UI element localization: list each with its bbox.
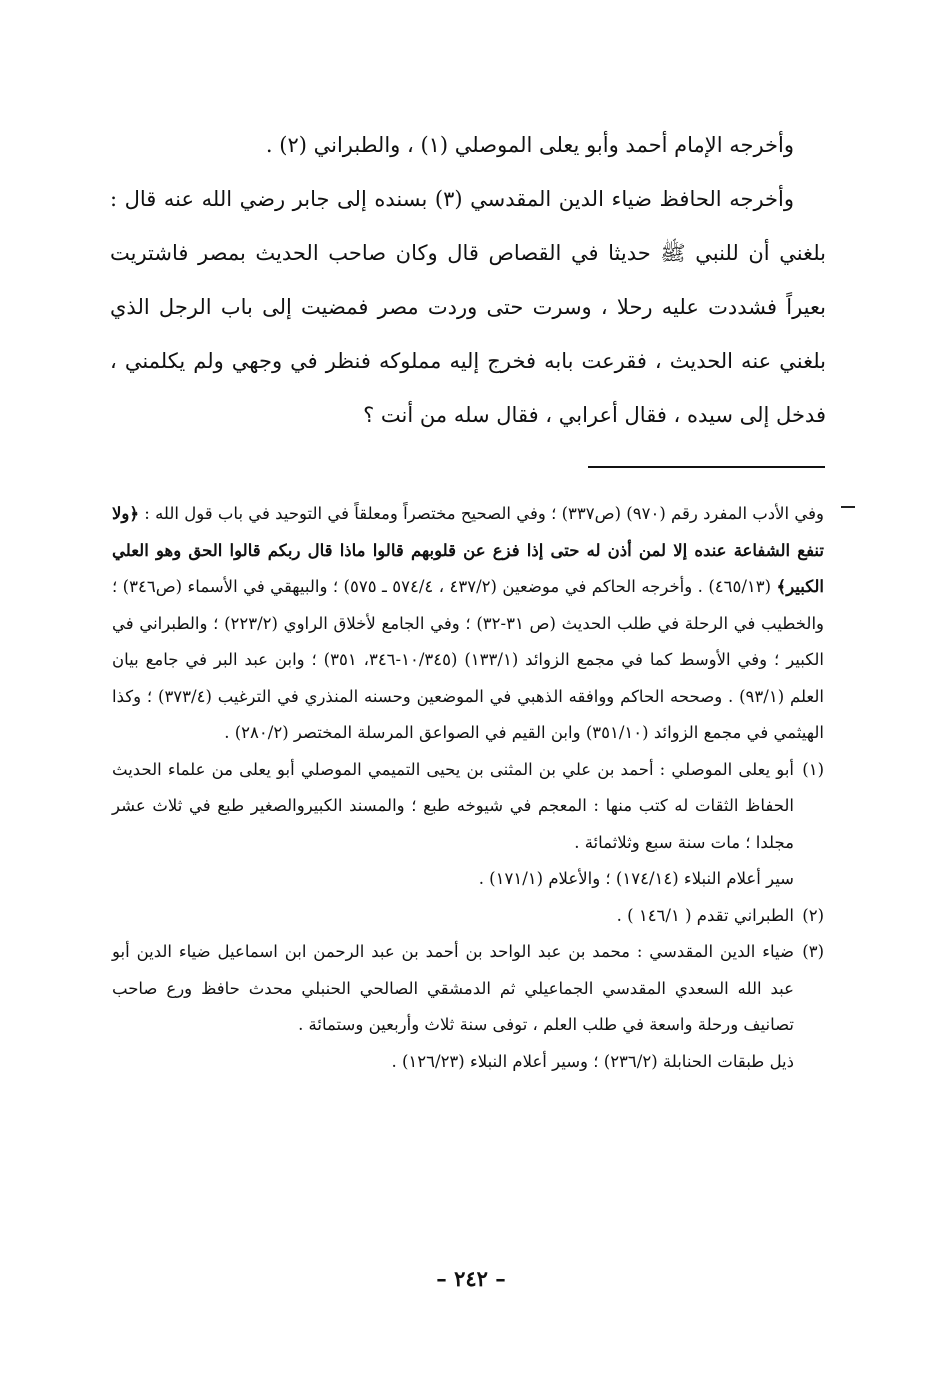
main-text — [110, 118, 826, 442]
footnote-1-number: (١) — [802, 759, 824, 779]
footnote-2-text: الطبراني تقدم ( ١٤٦/١ ) . — [616, 905, 794, 925]
footnote-continuation-part1: وفي الأدب المفرد رقم (٩٧٠) (ص٣٣٧) ؛ وفي الصحيح مختصراً ومعلقاً في التوحيد في باب قول الله : — [144, 504, 824, 523]
paragraph-1: وأخرجه الإمام أحمد وأبو يعلى الموصلي (١) ، والطبراني (٢) . — [265, 133, 794, 157]
footnote-1 — [112, 752, 824, 898]
footnote-3-number: (٣) — [802, 942, 824, 961]
footnote-1-text: أبو يعلى الموصلي : أحمد بن علي بن المثنى بن يحيى التميمي الموصلي أبو يعلى من علماء الحديث الحفاظ الثقات له كتب منها : المعجم في شيوخه طبع ؛ والمسند الكبيروالصغير طبع في ثلاث عشر مجلدا ؛ مات سنة سبع وثلاثمائة . — [112, 759, 794, 852]
footnote-2-number: (٢) — [802, 905, 824, 925]
paragraph-2: وأخرجه الحافظ ضياء الدين المقدسي (٣) بسنده إلى جابر رضي الله عنه قال : بلغني أن للنبي ﷺ حديثا في القصاص قال وكان صاحب الحديث بمصر فاشتريت بعيراً فشددت عليه رحلا ، وسرت حتى وردت مصر فمضيت إلى باب الرجل الذي بلغني عنه الحديث ، فقرعت بابه فخرج إليه مملوكه فنظر في وجهي ولم يكلمني ، فدخل إلى سيده ، فقال أعرابي ، فقال سله من أنت ؟ — [110, 187, 826, 427]
footnote-1-reference: سير أعلام النبلاء (١٧٤/١٤) ؛ والأعلام (١٧١/١) . — [478, 869, 794, 888]
margin-dash — [841, 506, 855, 508]
footnote-3-reference: ذيل طبقات الحنابلة (٢٣٦/٢) ؛ وسير أعلام النبلاء (١٢٦/٢٣) . — [391, 1051, 794, 1071]
footnote-continuation — [112, 496, 824, 752]
footnote-separator — [588, 466, 825, 468]
footnote-3 — [112, 934, 824, 1080]
footnote-3-text: ضياء الدين المقدسي : محمد بن عبد الواحد بن أحمد بن عبد الرحمن ابن اسماعيل ضياء الدين أبو عبد الله السعدي المقدسي الجماعيلي ثم الدمشقي الصالحي الحنبلي محدث حافظ ورع صاحب تصانيف ورحلة واسعة في طلب العلم ، توفى سنة ثلاث وأربعين وستمائة . — [112, 942, 794, 1034]
quran-verse: ﴿ولا تنفع الشفاعة عنده إلا لمن أذن له حتى إذا فزع عن قلوبهم قالوا ماذا قال ربكم قالوا الحق وهو العلي الكبير﴾ — [111, 504, 824, 596]
page-number: – ٢٤٢ – — [436, 1266, 506, 1291]
footnote-2 — [112, 898, 824, 935]
footnote-continuation-part2: (٤٦٥/١٣) . وأخرجه الحاكم في موضعين (٤٣٧/٢ ، ٥٧٤/٤ ـ ٥٧٥) ؛ والبيهقي في الأسماء (ص٣٤٦) ؛ والخطيب في الرحلة في طلب الحديث (ص ٣١-٣٢) ؛ وفي الجامع لأخلاق الراوي (٢٢٣/٢) ؛ والطبراني في الكبير ؛ وفي الأوسط كما في مجمع الزوائد (١٣٣/١) (١٠/٣٤٥-٣٤٦، ٣٥١) ؛ وابن عبد البر في جامع بيان العلم (٩٣/١) . وصححه الحاكم ووافقه الذهبي في الموضعين وحسنه المنذري في الترغيب (٣٧٣/٤) ؛ وكذا الهيثمي في مجمع الزوائد (٣٥١/١٠) وابن القيم في الصواعق المرسلة المختصر (٢٨٠/٢) . — [112, 577, 824, 742]
footnotes — [112, 496, 824, 1080]
